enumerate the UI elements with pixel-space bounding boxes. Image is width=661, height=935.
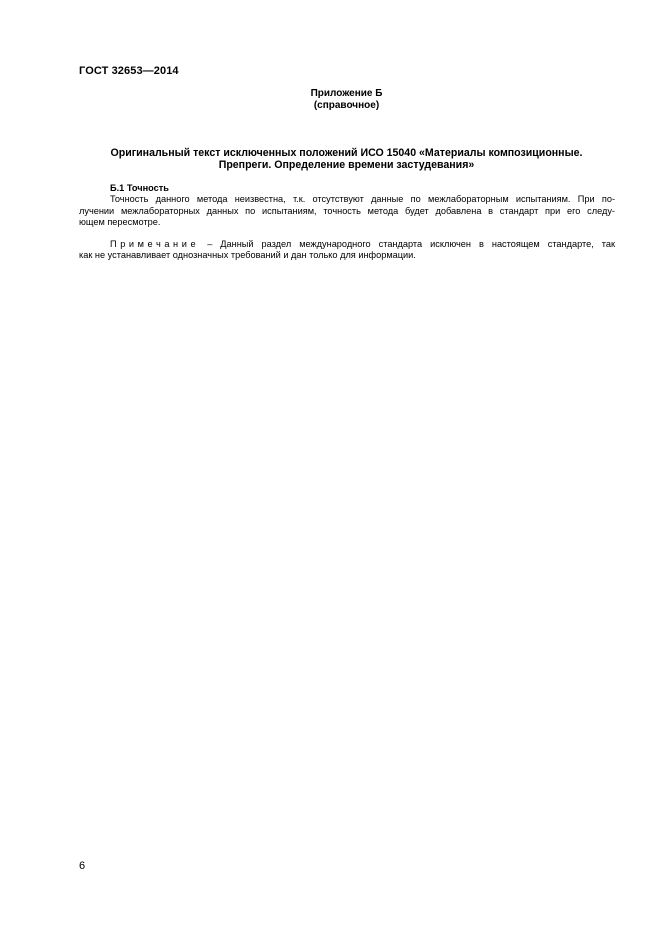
appendix-label: Приложение Б bbox=[310, 88, 383, 99]
appendix-title-line-2: Препреги. Определение времени застудевания» bbox=[218, 159, 475, 171]
note-line-2: как не устанавливает однозначных требований и дан только для информации. bbox=[79, 250, 416, 261]
section-precision bbox=[79, 183, 615, 229]
page-number: 6 bbox=[79, 860, 86, 872]
appendix-heading bbox=[80, 88, 613, 112]
section-body-line-1: Точность данного метода неизвестна, т.к. отсутствуют данные по межлабораторным испытаниям. При по- bbox=[110, 194, 615, 205]
appendix-title-line-1: Оригинальный текст исключенных положений ИСО 15040 «Материалы композиционные. bbox=[110, 147, 583, 159]
section-heading: Б.1 Точность bbox=[110, 183, 169, 193]
note-line-1 bbox=[79, 239, 615, 250]
section-body-line-3: ющем пересмотре. bbox=[79, 217, 161, 228]
standard-code-header: ГОСТ 32653—2014 bbox=[79, 65, 179, 77]
appendix-type: (справочное) bbox=[313, 100, 380, 111]
note-label: Примечание bbox=[110, 239, 200, 249]
section-body-line-2: лучении межлабораторных данных по испытаниям, точность метода будет добавлена в стандарт при его следу- bbox=[79, 205, 615, 216]
appendix-title bbox=[80, 147, 613, 171]
note-line-1-text: – Данный раздел международного стандарта исключен в настоящем стандарте, так bbox=[199, 239, 615, 249]
note-block bbox=[79, 239, 615, 262]
